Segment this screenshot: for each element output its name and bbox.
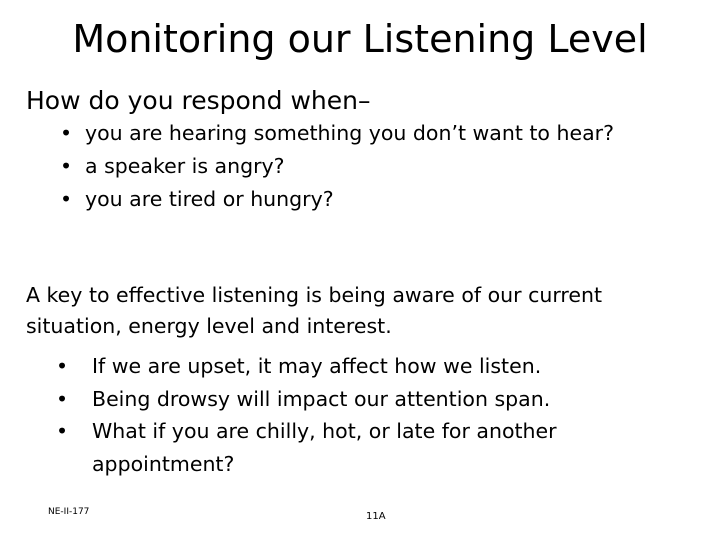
bullet-icon: • (60, 154, 73, 178)
list-item (56, 383, 696, 416)
list-item-text: Being drowsy will impact our attention span. (92, 386, 551, 411)
bullet-icon: • (56, 386, 69, 411)
key-statement: A key to effective listening is being aware of our current situation, energy level and interest. (26, 283, 603, 338)
bullet-icon: • (56, 419, 69, 443)
list-item (60, 150, 660, 183)
question-heading: How do you respond when– (26, 86, 371, 115)
bullet-icon: • (56, 354, 69, 378)
list-item (60, 117, 660, 150)
slide-title: Monitoring our Listening Level (72, 17, 648, 61)
list-item (56, 415, 696, 480)
list-item-text: a speaker is angry? (85, 154, 285, 178)
list-item (56, 350, 696, 383)
question-bullet-list (60, 117, 660, 216)
list-item-text: you are hearing something you don’t want to hear? (85, 121, 614, 145)
list-item-text: What if you are chilly, hot, or late for another appointment? (92, 419, 557, 476)
bullet-icon: • (60, 121, 73, 145)
footer-page-number: 11A (366, 511, 386, 522)
footer-code: NE-II-177 (48, 507, 90, 517)
situation-bullet-list (56, 350, 696, 480)
bullet-icon: • (60, 187, 73, 211)
list-item (60, 183, 660, 216)
list-item-text: you are tired or hungry? (85, 187, 334, 211)
list-item-text: If we are upset, it may affect how we listen. (92, 354, 542, 378)
